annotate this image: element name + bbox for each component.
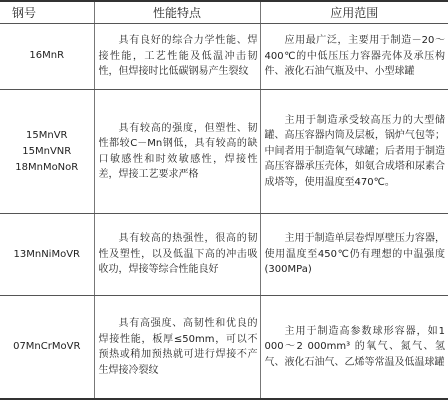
- table-row: [0, 296, 448, 399]
- table-body: [0, 23, 448, 399]
- table-header: [0, 1, 448, 23]
- table-row: [0, 90, 448, 214]
- applications-cell: [260, 90, 448, 214]
- header-row: [0, 1, 448, 23]
- properties-cell: [94, 23, 260, 90]
- table-row: [0, 23, 448, 90]
- properties-cell: [94, 296, 260, 399]
- applications-cell: [260, 214, 448, 296]
- applications-text: 主用于制造承受较高压力的大型储罐、高压容器内筒及层板，锅炉气包等；中间者用于制造氧气球罐；后者用于制造高压容器承压壳体，如氨合成塔和尿素合成塔等，使用温度至470℃。: [264, 114, 445, 188]
- applications-cell: [260, 23, 448, 90]
- header-properties: 性能特点: [94, 1, 260, 23]
- grade-cell: 07MnCrMoVR: [0, 296, 94, 399]
- grade-cell: 13MnNiMoVR: [0, 214, 94, 296]
- applications-text: 主用于制造单层卷焊厚壁压力容器，使用温度至450℃仍有理想的中温强度(300MPa): [264, 233, 445, 276]
- properties-text: 具有良好的综合力学性能、焊接性能，工艺性能及低温冲击韧性，但焊接时比低碳钢易产生裂纹: [98, 35, 258, 78]
- properties-cell: [94, 90, 260, 214]
- properties-cell: [94, 214, 260, 296]
- applications-text: 应用最广泛，主要用于制造－20～400℃的中低压压力容器壳体及承压构件、液化石油气瓶及中、小型球罐: [264, 35, 445, 78]
- applications-text: 主用于制造高参数球形容器，如1 000～2 000mm³ 的氧气、氮气、氢气、液化石油气、乙烯等常温及低温球罐: [264, 325, 445, 368]
- header-grade: 钢号: [0, 1, 94, 23]
- table-row: [0, 214, 448, 296]
- grade-cell: 15MnVR 15MnVNR 18MnMoNoR: [0, 90, 94, 214]
- grade-cell: 16MnR: [0, 23, 94, 90]
- properties-text: 具有高强度、高韧性和优良的焊接性能，板厚≤50mm，可以不预热或稍加预热就可进行焊接不产生焊接冷裂纹: [98, 318, 258, 376]
- properties-text: 具有较高的强度，但塑性、韧性都较C－Mn钢低，具有较高的缺口敏感性和时效敏感性，焊接性差，焊接工艺要求严格: [98, 122, 258, 181]
- properties-text: 具有较高的热强性，很高的韧性及塑性，以及低温下高的冲击吸收功，焊接等综合性能良好: [98, 233, 258, 276]
- header-applications: 应用范围: [260, 1, 448, 23]
- applications-cell: [260, 296, 448, 399]
